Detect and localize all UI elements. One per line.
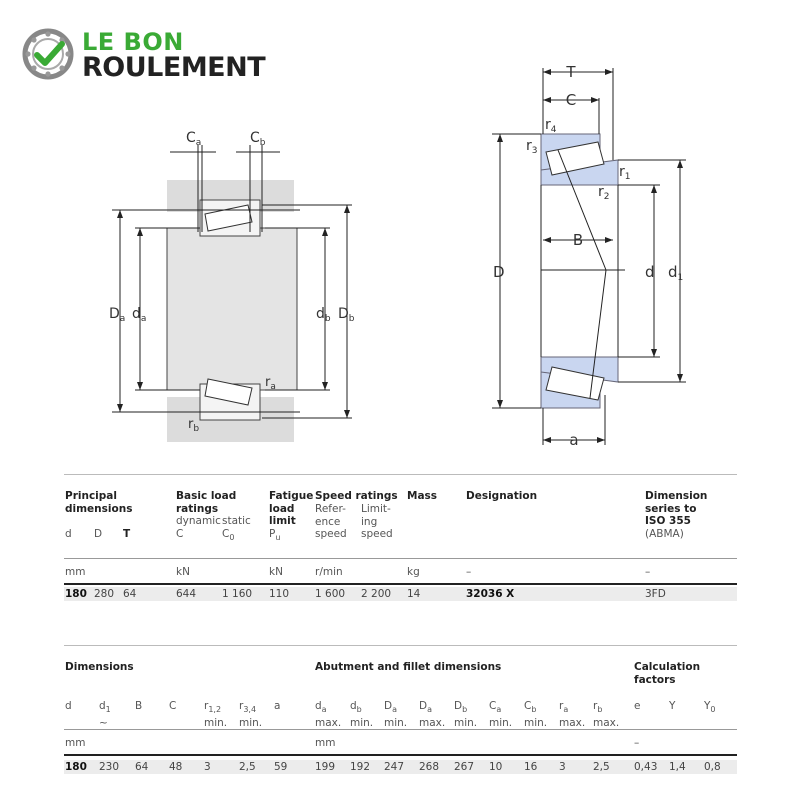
label-Cb: $C_b$ <box>250 130 266 148</box>
label-ra: $r_a$ <box>265 375 276 392</box>
label-d1: $d_1$ <box>668 263 684 283</box>
t2-v-Y0: 0,8 <box>704 761 721 773</box>
t1-h-ref: Refer- ence speed <box>315 503 347 540</box>
label-db: $d_b$ <box>316 306 331 324</box>
t2-v-Cb: 16 <box>524 761 538 773</box>
table2-unit-rule <box>64 754 737 756</box>
label-C: C <box>565 91 577 109</box>
t2-v-Db: 267 <box>454 761 475 773</box>
t1-h-designation: Designation <box>466 490 538 502</box>
t1-v-lim: 2 200 <box>361 588 392 600</box>
t2-v-Da2: 268 <box>419 761 440 773</box>
label-r2: $r_2$ <box>598 184 610 202</box>
t2-h-r34: $r_{3,4}$ min. <box>239 700 263 729</box>
t1-h-dimseries: Dimension series to ISO 355 <box>645 490 708 527</box>
label-r3: $r_3$ <box>526 138 538 156</box>
t2-h-abutment: Abutment and fillet dimensions <box>315 661 502 673</box>
t1-v-designation: 32036 X <box>466 588 515 600</box>
t1-u-mm: mm <box>65 566 86 578</box>
label-Db: $D_b$ <box>338 306 355 324</box>
label-r1: $r_1$ <box>619 164 631 182</box>
t2-v-Da1: 247 <box>384 761 405 773</box>
label-da: $d_a$ <box>132 306 147 324</box>
table2-header-rule <box>64 729 737 730</box>
brand-line1: LE BON <box>82 28 184 56</box>
t1-u-dash2: – <box>645 566 651 578</box>
t1-v-D: 280 <box>94 588 115 600</box>
t2-h-d1: $d_1$ ~ <box>99 700 111 729</box>
t1-v-Pu: 110 <box>269 588 290 600</box>
t1-h-static: static <box>222 515 251 527</box>
t1-h-T: T <box>123 528 131 540</box>
t2-h-Cb: $C_b$ min. <box>524 700 548 729</box>
t1-v-ref: 1 600 <box>315 588 346 600</box>
t2-h-Da2: $D_a$ max. <box>419 700 446 729</box>
t2-h-d: d <box>65 700 72 712</box>
t2-h-calc: Calculation factors <box>634 661 701 686</box>
t1-v-d: 180 <box>65 588 87 600</box>
t1-h-mass: Mass <box>407 490 438 502</box>
t1-u-kg: kg <box>407 566 420 578</box>
t1-v-C0: 1 160 <box>222 588 253 600</box>
t2-h-r12: $r_{1,2}$ min. <box>204 700 228 729</box>
t1-u-dash1: – <box>466 566 472 578</box>
t2-v-e: 0,43 <box>634 761 658 773</box>
t1-h-abma: (ABMA) <box>645 528 684 540</box>
t1-h-C: C <box>176 528 184 540</box>
t2-v-rb: 2,5 <box>593 761 610 773</box>
t1-u-kN: kN <box>176 566 190 578</box>
label-Da: $D_a$ <box>109 306 126 324</box>
t2-v-r12: 3 <box>204 761 211 773</box>
table1-row <box>64 587 737 601</box>
t2-v-d1: 230 <box>99 761 120 773</box>
t2-v-db: 192 <box>350 761 371 773</box>
label-d: d <box>645 263 655 281</box>
t2-v-r34: 2,5 <box>239 761 256 773</box>
table2-top-rule <box>64 645 737 646</box>
label-T: T <box>566 63 576 81</box>
label-Ca: $C_a$ <box>186 130 202 148</box>
t2-h-db: $d_b$ min. <box>350 700 374 729</box>
t1-h-dynamic: dynamic <box>176 515 221 527</box>
t1-h-lim: Limit- ing speed <box>361 503 393 540</box>
t2-v-ra: 3 <box>559 761 566 773</box>
label-B: B <box>572 231 584 249</box>
t2-v-d: 180 <box>65 761 87 773</box>
t2-h-rb: $r_b$ max. <box>593 700 620 729</box>
t1-u-rmin: r/min <box>315 566 343 578</box>
t2-u-dash: – <box>634 737 640 749</box>
t2-h-da: $d_a$ max. <box>315 700 342 729</box>
t1-h-fatigue: Fatigue load limit <box>269 490 314 527</box>
t1-h-principal: Principal dimensions <box>65 490 133 515</box>
t1-h-d: d <box>65 528 72 540</box>
t2-v-da: 199 <box>315 761 336 773</box>
t1-v-C: 644 <box>176 588 197 600</box>
t1-h-Pu: $P_u$ <box>269 528 281 543</box>
t2-h-C: C <box>169 700 177 712</box>
t1-h-D: D <box>94 528 103 540</box>
t2-h-Da1: $D_a$ min. <box>384 700 408 729</box>
t1-h-C0: $C_0$ <box>222 528 235 543</box>
label-rb: $r_b$ <box>188 417 200 434</box>
t2-h-ra: $r_a$ max. <box>559 700 586 729</box>
table1-unit-rule <box>64 583 737 585</box>
t2-h-a: a <box>274 700 281 712</box>
t2-h-Ca: $C_a$ min. <box>489 700 513 729</box>
t2-u-mm2: mm <box>315 737 336 749</box>
t2-v-Y: 1,4 <box>669 761 686 773</box>
t2-v-B: 64 <box>135 761 149 773</box>
t2-h-Db: $D_b$ min. <box>454 700 478 729</box>
table1-top-rule <box>64 474 737 475</box>
t2-u-mm1: mm <box>65 737 86 749</box>
t2-h-Y0: $Y_0$ <box>704 700 716 715</box>
t1-v-mass: 14 <box>407 588 421 600</box>
t2-v-Ca: 10 <box>489 761 503 773</box>
t2-h-e: e <box>634 700 641 712</box>
t2-h-Y: Y <box>669 700 676 712</box>
t1-v-T: 64 <box>123 588 137 600</box>
t1-h-basic: Basic load ratings <box>176 490 237 515</box>
t1-h-speed: Speed ratings <box>315 490 398 502</box>
label-a: a <box>569 431 579 449</box>
t2-h-B: B <box>135 700 143 712</box>
table1-header-rule <box>64 558 737 559</box>
label-r4: $r_4$ <box>545 117 557 135</box>
t1-v-series: 3FD <box>645 588 666 600</box>
t1-u-kN2: kN <box>269 566 283 578</box>
label-D: D <box>493 263 505 281</box>
t2-h-dimensions: Dimensions <box>65 661 134 673</box>
brand-line2: ROULEMENT <box>82 52 266 83</box>
t2-v-a: 59 <box>274 761 288 773</box>
t2-v-C: 48 <box>169 761 183 773</box>
